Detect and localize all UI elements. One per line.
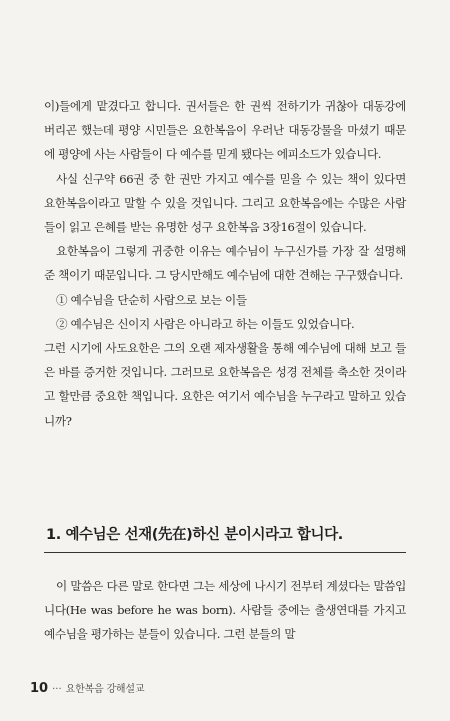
page-number: 10 [30, 681, 49, 696]
list-item: ② 예수님은 신이지 사람은 아니라고 하는 이들도 있었습니다. [56, 316, 355, 331]
running-title: 요한복음 강해설교 [65, 684, 145, 695]
paragraph: 이 말씀은 다른 말로 한다면 그는 세상에 나시기 전부터 계셨다는 말씀입니다(He was before he was born). 사람들 중에는 출생연대를 가지고 예수님을 평가하는 분들이 있습니다. 그런 분들의 말 [44, 579, 406, 642]
page-footer [30, 680, 410, 698]
heading-rule [44, 552, 406, 553]
paragraph: 이)들에게 맡겼다고 합니다. 권서들은 한 권씩 전하기가 귀찮아 대동강에 버리곤 했는데 평양 시민들은 요한복음이 우러난 대동강물을 마셨기 때문에 평양에 사는 사람들이 다 예수를 믿게 됐다는 에피소드가 있습니다. [44, 99, 406, 162]
body-text [44, 94, 406, 433]
list-item: ① 예수님을 단순히 사람으로 보는 이들 [56, 292, 247, 307]
footer-separator: ··· [52, 684, 62, 695]
section-heading: 1. 예수님은 선재(先在)하신 분이시라고 합니다. [46, 527, 343, 543]
paragraph: 사실 신구약 66권 중 한 권만 가지고 예수를 믿을 수 있는 책이 있다면 요한복음이라고 말할 수 있을 것입니다. 그리고 요한복음에는 수많은 사람들이 읽고 은혜를 받는 유명한 성구 요한복음 3장16절이 있습니다. [44, 171, 406, 235]
paragraph: 요한복음이 그렇게 귀중한 이유는 예수님이 누구신가를 가장 잘 설명해준 책이기 때문입니다. 그 당시만해도 예수님에 대한 견해는 구구했습니다. [44, 244, 406, 283]
section-body-text [44, 574, 406, 647]
paragraph: 그런 시기에 사도요한은 그의 오랜 제자생활을 통해 예수님에 대해 보고 들은 바를 증거한 것입니다. 그러므로 요한복음은 성경 전체를 축소한 것이라고 할만큼 중요한 책입니다. 요한은 여기서 예수님을 누구라고 말하고 있습니까? [44, 341, 406, 428]
